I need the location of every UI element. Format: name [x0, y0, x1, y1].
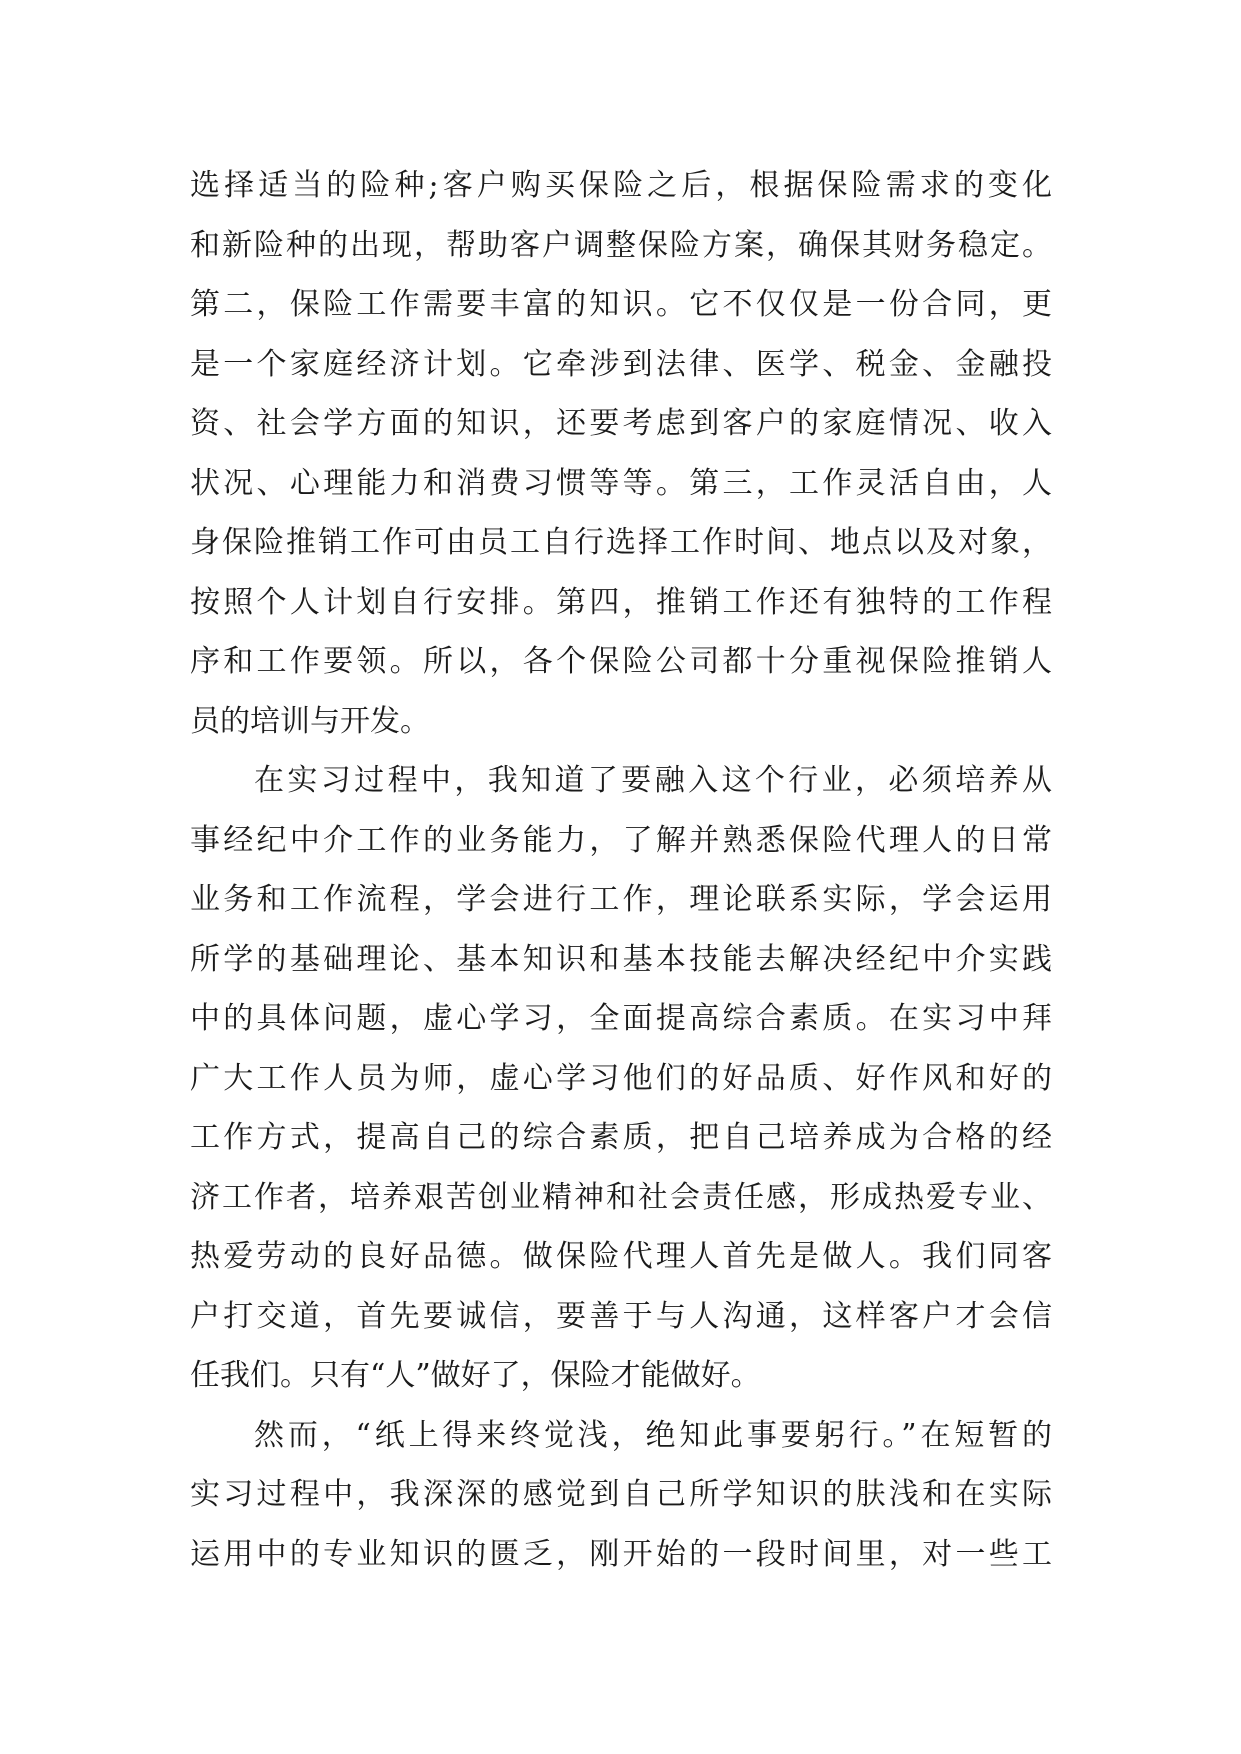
text-line: 状况、心理能力和消费习惯等等。第三，工作灵活自由，人 [190, 465, 1052, 501]
text-line: 选择适当的险种;客户购买保险之后，根据保险需求的变化 [190, 168, 1052, 203]
text-line: 第二，保险工作需要丰富的知识。它不仅仅是一份合同，更 [190, 287, 1052, 322]
text-line: 热爱劳动的良好品德。做保险代理人首先是做人。我们同客 [190, 1239, 1052, 1274]
text-line: 是一个家庭经济计划。它牵涉到法律、医学、税金、金融投 [190, 346, 1052, 382]
text-line: 实习过程中，我深深的感觉到自己所学知识的肤浅和在实际 [190, 1477, 1052, 1512]
paragraph-end-line: 任我们。只有“人”做好了，保险才能做好。 [190, 1358, 761, 1393]
body-text [190, 156, 1052, 1584]
paragraph-start-line: 在实习过程中，我知道了要融入这个行业，必须培养从 [254, 763, 1052, 798]
text-line: 户打交道，首先要诚信，要善于与人沟通，这样客户才会信 [190, 1298, 1052, 1334]
text-line: 中的具体问题，虚心学习，全面提高综合素质。在实习中拜 [190, 1001, 1052, 1036]
text-line: 事经纪中介工作的业务能力，了解并熟悉保险代理人的日常 [190, 822, 1052, 858]
paragraph-end-line: 员的培训与开发。 [190, 703, 430, 739]
text-line: 和新险种的出现，帮助客户调整保险方案，确保其财务稳定。 [190, 227, 1052, 263]
text-line: 运用中的专业知识的匮乏，刚开始的一段时间里，对一些工 [190, 1536, 1052, 1572]
text-line: 身保险推销工作可由员工自行选择工作时间、地点以及对象， [190, 525, 1052, 560]
text-line: 序和工作要领。所以，各个保险公司都十分重视保险推销人 [190, 644, 1052, 679]
text-line: 广大工作人员为师，虚心学习他们的好品质、好作风和好的 [190, 1060, 1052, 1096]
text-line: 所学的基础理论、基本知识和基本技能去解决经纪中介实践 [190, 941, 1052, 977]
text-line: 业务和工作流程，学会进行工作，理论联系实际，学会运用 [190, 882, 1052, 917]
text-line: 按照个人计划自行安排。第四，推销工作还有独特的工作程 [190, 584, 1052, 620]
paragraph-start-line: 然而，“纸上得来终觉浅，绝知此事要躬行。”在短暂的 [254, 1417, 1052, 1453]
text-line: 资、社会学方面的知识，还要考虑到客户的家庭情况、收入 [190, 406, 1052, 441]
text-line: 工作方式，提高自己的综合素质，把自己培养成为合格的经 [190, 1120, 1052, 1155]
text-line: 济工作者，培养艰苦创业精神和社会责任感，形成热爱专业、 [190, 1179, 1052, 1215]
